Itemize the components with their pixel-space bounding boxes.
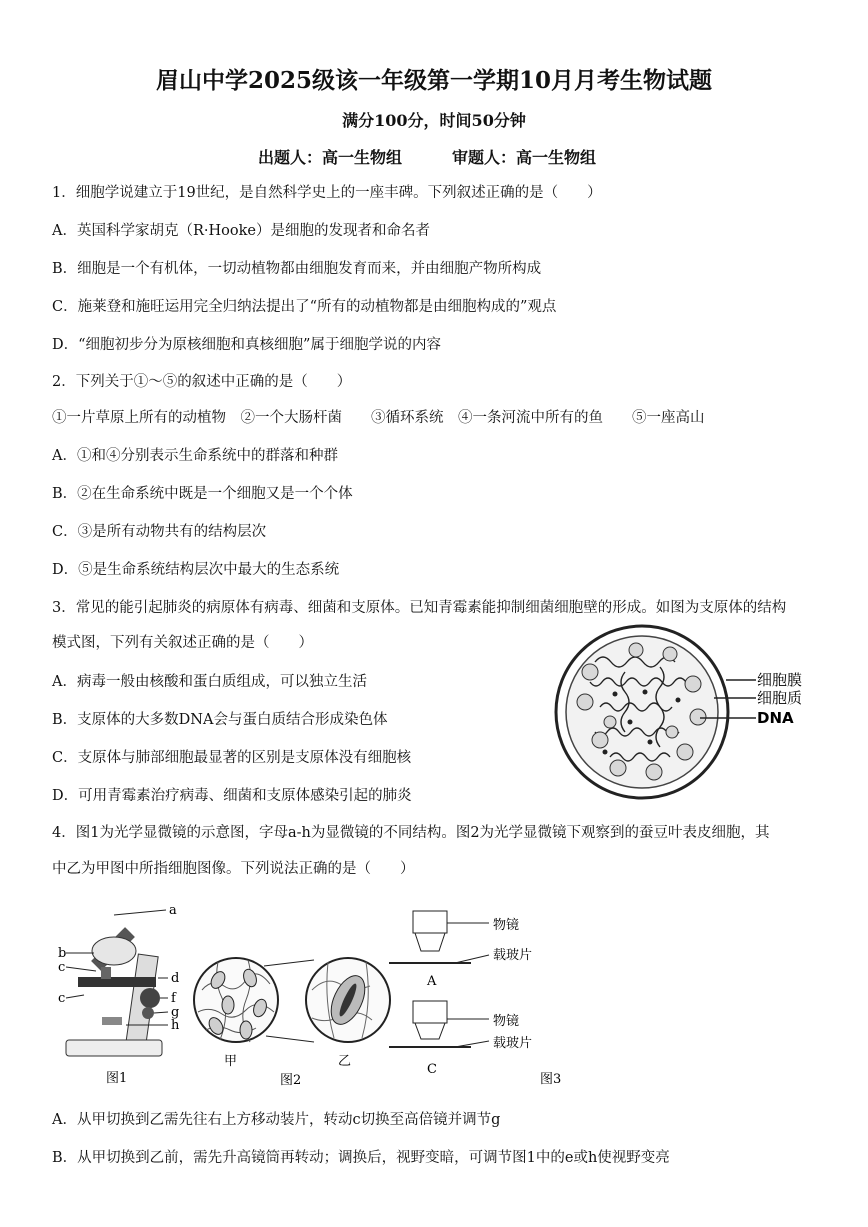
q1-option-d: D．“细胞初步分为原核细胞和真核细胞”属于细胞学说的内容 (52, 337, 441, 353)
q2-items: ①一片草原上所有的动植物 ②一个大肠杆菌 ③循环系统 ④一条河流中所有的鱼 ⑤一座高山 (52, 410, 705, 426)
cytoplasm-label: 细胞质 (757, 689, 803, 707)
q2-option-d: D．⑤是生命系统结构层次中最大的生态系统 (52, 562, 340, 578)
fig3-slide-top: 载玻片 (493, 948, 533, 963)
fig2-caption: 图2 (280, 1073, 302, 1088)
q2-option-a: A．①和④分别表示生命系统中的群落和种群 (52, 448, 338, 464)
label-f: f (171, 991, 176, 1006)
page-title: 眉山中学2025级该一年级第一学期10月月考生物试题 (155, 67, 713, 94)
author-line: 出题人：高一生物组 (258, 148, 403, 167)
mycoplasma-diagram (550, 622, 810, 802)
membrane-label: 细胞膜 (757, 671, 803, 689)
q3-option-d: D．可用青霉素治疗病毒、细菌和支原体感染引起的肺炎 (52, 788, 412, 804)
fig2-yi: 乙 (338, 1054, 352, 1069)
q4-stem-line2: 中乙为甲图中所指细胞图像。下列说法正确的是（ ） (52, 861, 415, 877)
page-subtitle: 满分100分，时间50分钟 (342, 111, 526, 130)
fig3-label-a: A (427, 974, 437, 989)
q3-option-b: B．支原体的大多数DNA会与蛋白质结合形成染色体 (52, 712, 388, 728)
fig3-objective-top: 物镜 (493, 918, 520, 933)
fig2-jia: 甲 (224, 1054, 238, 1069)
objective-figure (385, 905, 585, 1090)
q3-option-a: A．病毒一般由核酸和蛋白质组成，可以独立生活 (52, 674, 367, 690)
q1-option-c: C．施莱登和施旺运用完全归纳法提出了“所有的动植物都是由细胞构成的”观点 (52, 299, 557, 315)
fig1-caption: 图1 (106, 1071, 128, 1085)
q4-option-a: A．从甲切换到乙需先往右上方移动装片，转动c切换至高倍镜并调节g (52, 1112, 501, 1128)
fig3-label-c: C (427, 1062, 437, 1077)
q2-option-b: B．②在生命系统中既是一个细胞又是一个个体 (52, 486, 353, 502)
q3-stem-line2: 模式图，下列有关叙述正确的是（ ） (52, 635, 313, 651)
label-a: a (169, 903, 177, 918)
label-g: g (171, 1005, 180, 1020)
microscope-figure (56, 895, 196, 1085)
q2-option-c: C．③是所有动物共有的结构层次 (52, 524, 267, 540)
dna-label: DNA (757, 709, 794, 727)
q2-stem: 2．下列关于①～⑤的叙述中正确的是（ ） (52, 374, 352, 390)
fig3-slide-bottom: 载玻片 (493, 1036, 533, 1051)
label-h: h (171, 1018, 180, 1033)
fig3-objective-bottom: 物镜 (493, 1014, 520, 1029)
q1-option-b: B．细胞是一个有机体，一切动植物都由细胞发育而来，并由细胞产物所构成 (52, 261, 542, 277)
q1-stem: 1．细胞学说建立于19世纪，是自然科学史上的一座丰碑。下列叙述正确的是（ ） (52, 185, 602, 201)
q4-stem-line1: 4．图1为光学显微镜的示意图，字母a-h为显微镜的不同结构。图2为光学显微镜下观察到的蚕豆叶表皮细胞，其 (52, 825, 770, 841)
reviewer-line: 审题人：高一生物组 (452, 148, 597, 167)
label-d: d (171, 971, 180, 986)
q1-option-a: A．英国科学家胡克（R·Hooke）是细胞的发现者和命名者 (52, 223, 430, 239)
label-c: c (58, 960, 66, 975)
label-b: b (58, 946, 67, 961)
leaf-cells-figure (188, 950, 398, 1090)
q4-option-b: B．从甲切换到乙前，需先升高镜筒再转动；调换后，视野变暗，可调节图1中的e或h使视野变亮 (52, 1150, 670, 1166)
label-c2: c (58, 991, 66, 1006)
q3-option-c: C．支原体与肺部细胞最显著的区别是支原体没有细胞核 (52, 750, 412, 766)
q3-stem-line1: 3．常见的能引起肺炎的病原体有病毒、细菌和支原体。已知青霉素能抑制细菌细胞壁的形成。如图为支原体的结构 (52, 600, 787, 616)
fig3-caption: 图3 (540, 1072, 562, 1087)
